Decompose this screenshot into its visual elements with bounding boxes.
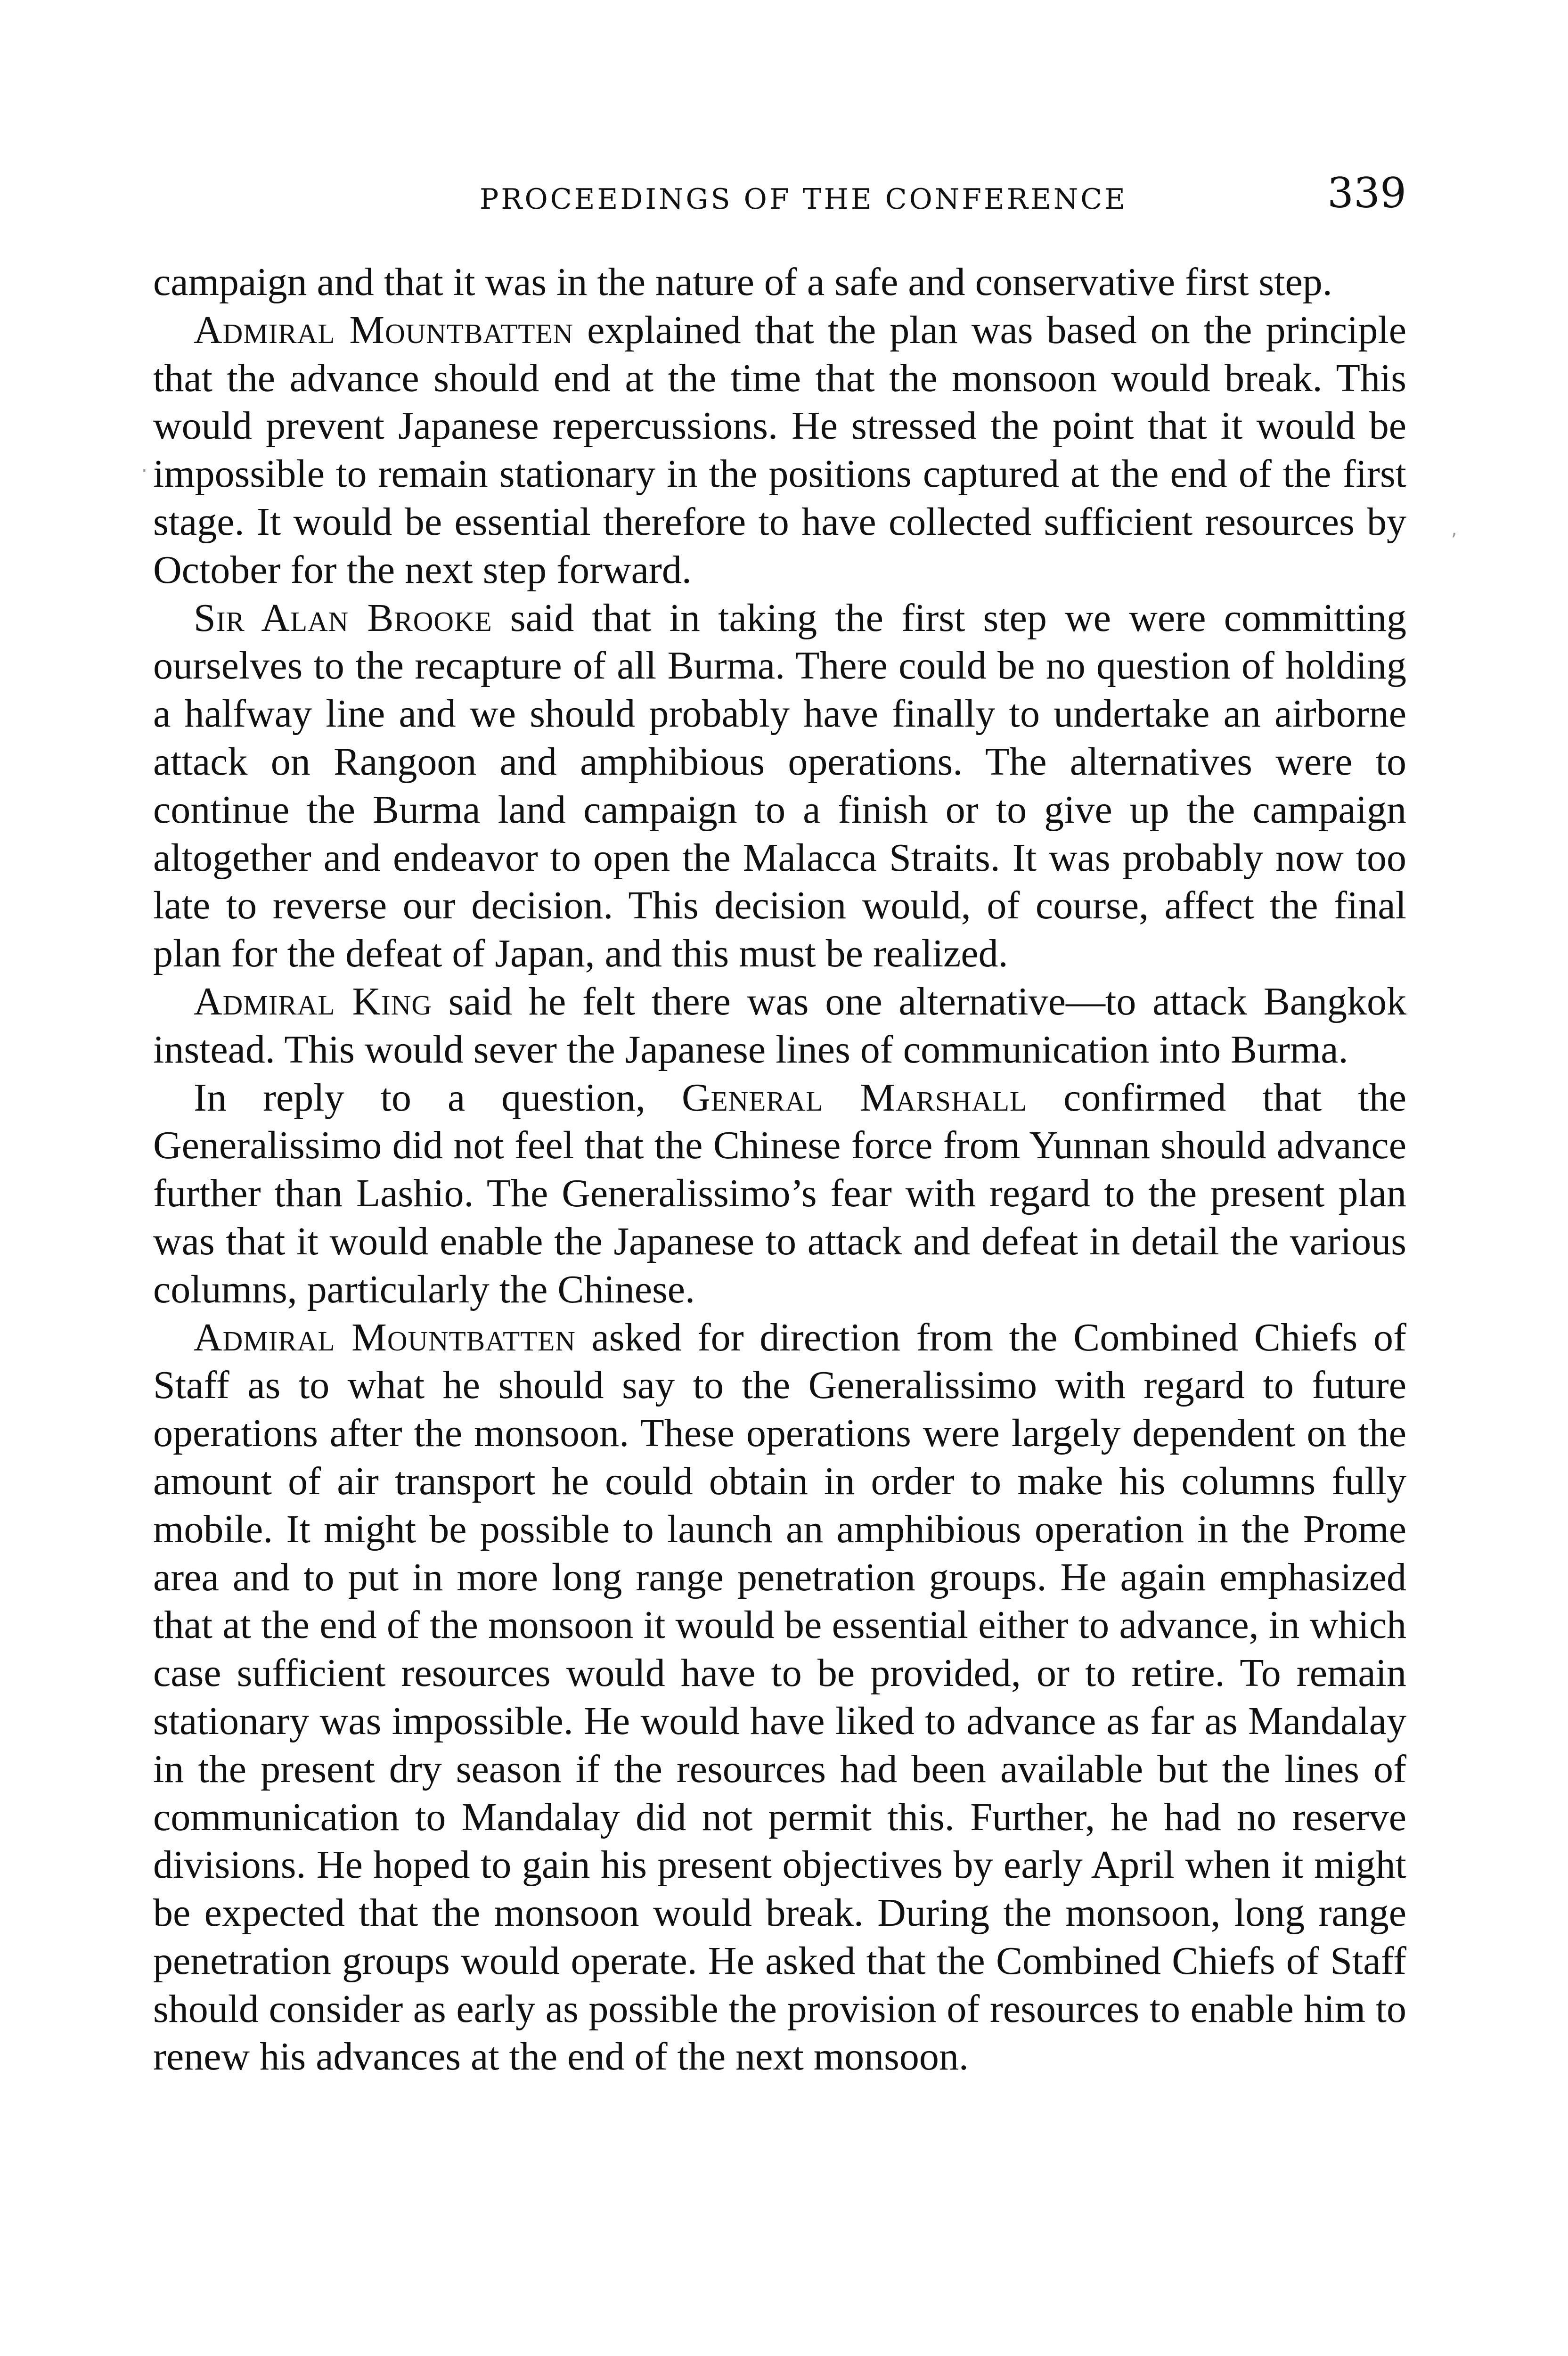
- scan-speck: ,: [1451, 518, 1457, 540]
- speaker-name: General Marshall: [681, 1075, 1028, 1120]
- paragraph-marshall: [153, 1074, 1406, 1314]
- page-header: [153, 169, 1406, 230]
- paragraph-brooke: [153, 594, 1406, 978]
- paragraph-continuation: [153, 258, 1406, 306]
- speaker-name: Admiral King: [194, 979, 432, 1023]
- scan-speck: .: [141, 455, 147, 476]
- paragraph-mountbatten-2: [153, 1314, 1406, 2081]
- page-number: 339: [1327, 169, 1406, 217]
- paragraph-lead: In reply to a question,: [194, 1075, 682, 1120]
- running-head: PROCEEDINGS OF THE CONFERENCE: [480, 183, 1127, 216]
- speaker-name: Admiral Mountbatten: [194, 308, 574, 352]
- paragraph-text: confirmed that the Generalissimo did not feel that the Chinese force from Yunnan should advance further than Lashio. The Generalissimo’s fear with regard to the present plan was that it would enable the Japanese to attack and defeat in detail the various columns, particularly the Chinese.: [153, 1075, 1406, 1311]
- paragraph-text: campaign and that it was in the nature of a safe and conservative first step.: [153, 260, 1332, 304]
- paragraph-king: [153, 978, 1406, 1074]
- body-text: [153, 258, 1406, 2081]
- paragraph-text: explained that the plan was based on the principle that the advance should end at the time that the monsoon would break. This would prevent Japanese repercussions. He stressed the point that it would be impossible to remain stationary in the positions captured at the end of the first stage. It would be essential therefore to have collected sufficient resources by October for the next step forward.: [153, 308, 1406, 592]
- paragraph-text: asked for direction from the Combined Chiefs of Staff as to what he should say to the Generalissimo with regard to future operations after the monsoon. These operations were largely dependent on the amount of air transport he could obtain in order to make his columns fully mobile. It might be possible to launch an amphibious operation in the Prome area and to put in more long range penetration groups. He again emphasized that at the end of the monsoon it would be essential either to advance, in which case sufficient resources would have to be provided, or to retire. To remain stationary was impossible. He would have liked to advance as far as Mandalay in the present dry season if the resources had been available but the lines of communication to Mandalay did not permit this. Further, he had no reserve divisions. He hoped to gain his present objectives by early April when it might be expected that the monsoon would break. During the monsoon, long range penetration groups would operate. He asked that the Combined Chiefs of Staff should consider as early as possible the provision of resources to enable him to renew his advances at the end of the next monsoon.: [153, 1315, 1406, 2079]
- paragraph-text: said he felt there was one alternative—to attack Bangkok instead. This would sever the Japanese lines of communication into Burma.: [153, 979, 1407, 1072]
- paragraph-mountbatten-1: [153, 306, 1406, 594]
- speaker-name: Admiral Mountbatten: [194, 1315, 576, 1359]
- speaker-name: Sir Alan Brooke: [194, 596, 492, 640]
- paragraph-text: said that in taking the first step we were committing ourselves to the recapture of all Burma. There could be no question of holding a halfway line and we should probably have finally to undertake an airborne attack on Rangoon and amphibious operations. The alternatives were to continue the Burma land campaign to a finish or to give up the campaign altogether and endeavor to open the Malacca Straits. It was probably now too late to reverse our decision. This decision would, of course, affect the final plan for the defeat of Japan, and this must be realized.: [153, 596, 1407, 976]
